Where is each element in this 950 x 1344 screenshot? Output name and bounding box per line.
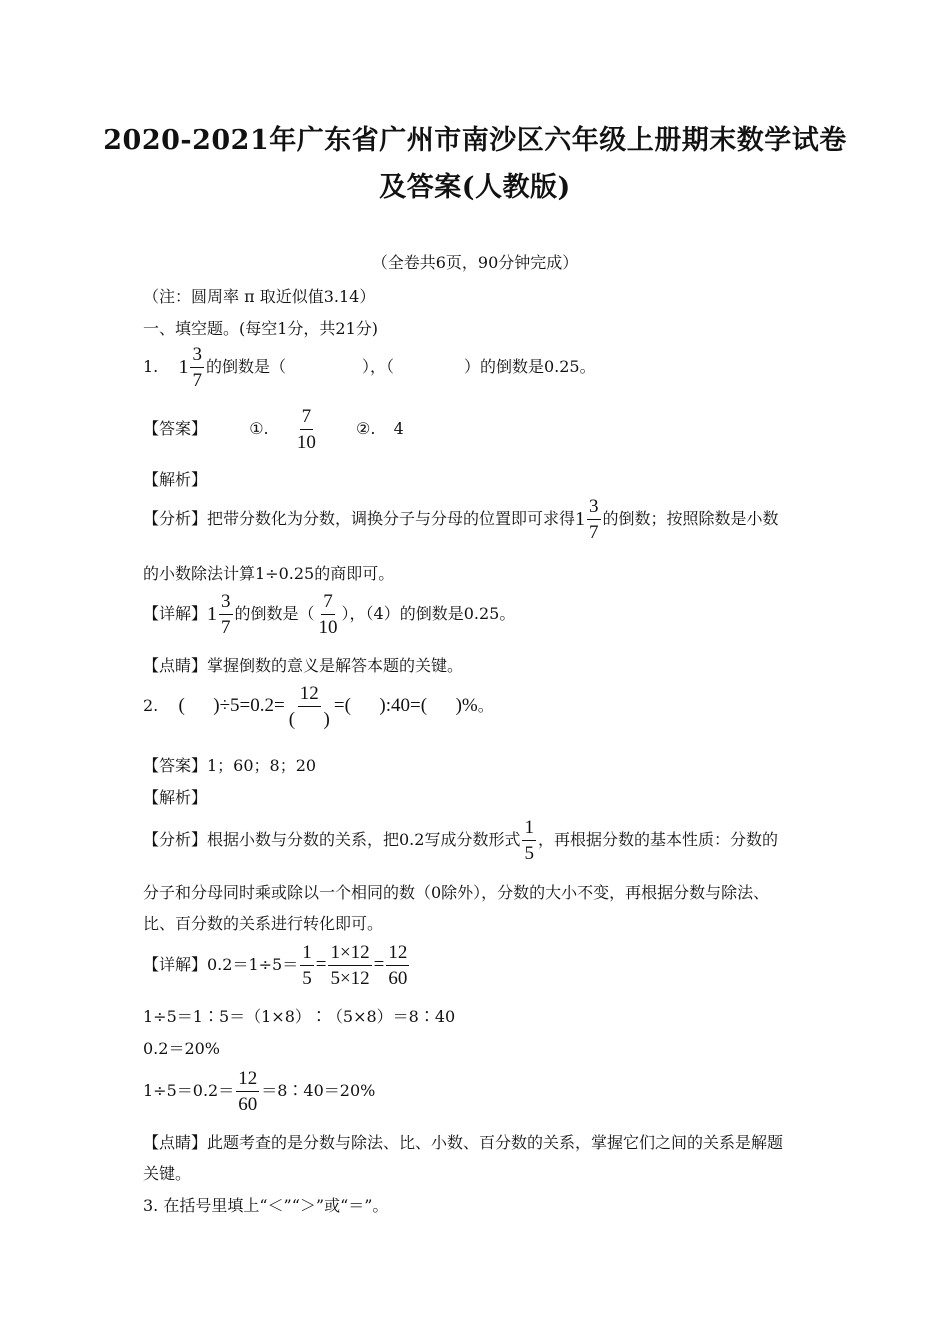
q2-dianjing-cont: 关键。: [143, 1164, 192, 1183]
q2-detail-line-4: 1÷5＝0.2＝ $\frac{12}{60}$ ＝8∶40＝20%: [143, 1068, 376, 1115]
q2-analysis: 【分析】根据小数与分数的关系，把0.2写成分数形式 $\frac{1}{5}$ ，再根据分数的基本性质：分数的: [143, 817, 778, 864]
question-3: 3. 在括号里填上“＜”“＞”或“＝”。: [143, 1196, 389, 1215]
q2-detail-line-2: 1÷5＝1∶5＝（1×8）∶（5×8）＝8∶40: [143, 1007, 456, 1026]
q1-analysis-cont: 的小数除法计算1÷0.25的商即可。: [143, 564, 395, 583]
section-heading: 一、填空题。(每空1分，共21分): [143, 319, 379, 338]
question-number: 1.: [143, 357, 159, 376]
q2-analysis-cont-2: 比、百分数的关系进行转化即可。: [143, 914, 384, 933]
q1-detail: 【详解】1 $\frac{3}{7}$ 的倒数是（ $\frac{7}{10}$ ），（4）的倒数是0.25。: [143, 591, 516, 638]
q1-dianjing: 【点睛】掌握倒数的意义是解答本题的关键。: [143, 656, 464, 675]
q2-detail-line-3: 0.2＝20%: [143, 1039, 221, 1058]
q1-analysis: 【分析】把带分数化为分数，调换分子与分母的位置即可求得1 $\frac{3}{7}$ 的倒数；按照除数是小数: [143, 496, 779, 543]
q2-detail: 【详解】0.2＝1÷5＝ $\frac{1}{5}$ = $\frac{1\times 12}{5\times 12}$ = $\frac{12}{60}$: [143, 942, 408, 989]
duration-note: （全卷共6页，90分钟完成）: [371, 253, 579, 272]
q2-answer: 【答案】1；60；8；20: [143, 756, 317, 775]
q1-answer: 【答案】 ①. $\frac{7}{10}$ ②. 4: [143, 406, 404, 453]
q1-jiexi: 【解析】: [143, 470, 208, 489]
q2-analysis-cont: 分子和分母同时乘或除以一个相同的数（0除外），分数的大小不变，再根据分数与除法、: [143, 883, 770, 902]
question-1: 1. 1 $\frac{3}{7}$ 的倒数是（ ），（ ）的倒数是0.25。: [143, 344, 596, 391]
mixed-number-fraction: $\frac{3}{7}$: [192, 344, 202, 391]
pi-note: （注：圆周率 π 取近似值3.14）: [143, 287, 376, 306]
q2-dianjing: 【点睛】此题考查的是分数与除法、比、小数、百分数的关系，掌握它们之间的关系是解题: [143, 1133, 784, 1152]
title-line-1: 2020-2021年广东省广州市南沙区六年级上册期末数学试卷: [103, 125, 847, 156]
question-2: 2. ( )÷5=0.2= $\frac{12}{( )}$ =( ):40=( )%。: [143, 683, 494, 730]
mixed-number-whole: 1: [178, 356, 189, 378]
q2-jiexi: 【解析】: [143, 788, 208, 807]
answer-fraction: $\frac{7}{10}$: [296, 406, 316, 453]
title-line-2: 及答案(人教版): [379, 172, 571, 203]
